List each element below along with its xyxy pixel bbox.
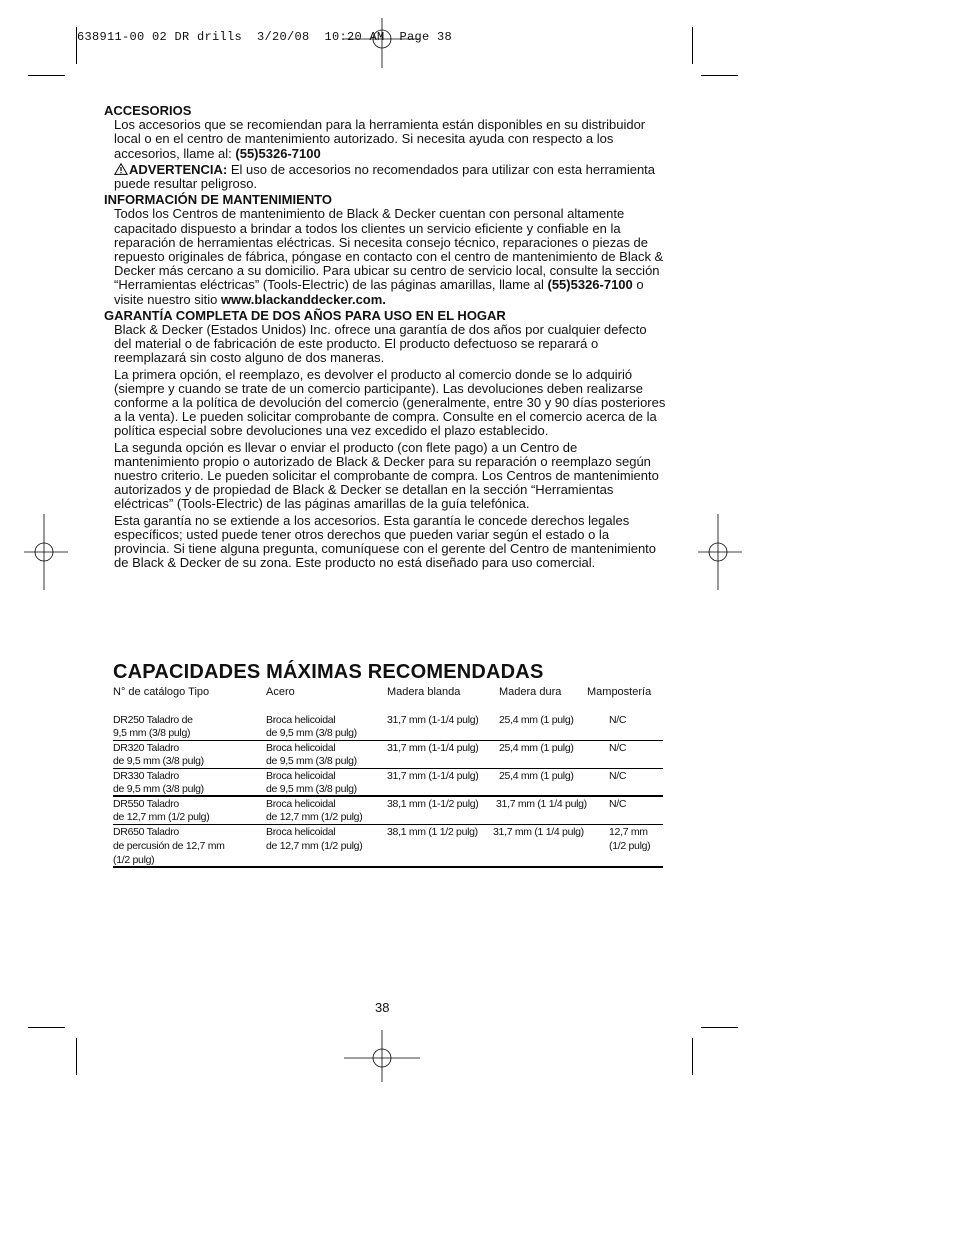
- header-catalog-type: N° de catálogo Tipo: [113, 686, 210, 698]
- garantia-paragraph: Black & Decker (Estados Unidos) Inc. ofrece una garantía de dos años por cualquier defecto del material o de fabricación de este producto. El producto defectuoso se reparará o reemplazará sin costo alguno de dos maneras.: [114, 322, 647, 366]
- registration-mark-icon: [698, 514, 742, 590]
- table-row: DR320 Taladro de 9,5 mm (3/8 pulg) Broca helicoidal de 9,5 mm (3/8 pulg) 31,7 mm (1-1/4 pulg) 25,4 mm (1 pulg) N/C: [113, 741, 663, 769]
- manual-text: [104, 104, 666, 573]
- accesorios-warning: ADVERTENCIA: El uso de accesorios no recomendados para utilizar con esta herramienta puede resultar peligroso.: [114, 161, 656, 192]
- garantia-heading: GARANTÍA COMPLETA DE DOS AÑOS PARA USO EN EL HOGAR: [104, 307, 506, 323]
- crop-mark: [701, 1027, 738, 1028]
- accesorios-body: Los accesorios que se recomiendan para la herramienta están disponibles en su distribuidor local o en el centro de mantenimiento autorizado. Si necesita ayuda con respecto a los accesorios, llame al: (55)5326-7100: [114, 117, 646, 161]
- garantia-paragraph: La primera opción, el reemplazo, es devolver el producto al comercio donde se lo adquirió (siempre y cuando se trate de un comercio participante). Las devoluciones deben realizarse conforme a la política de devolución del comercio (generalmente, entre 30 y 90 días posteriores a la venta). Le pueden solicitar comprobante de compra. Consulte en el comercio acerca de la política especial sobre devoluciones una vez excedido el plazo establecido.: [114, 366, 666, 439]
- website-link: www.blackanddecker.com.: [220, 291, 386, 307]
- crop-mark: [692, 1038, 693, 1075]
- registration-mark-icon: [24, 514, 68, 590]
- print-slug: 638911-00 02 DR drills 3/20/08 10:20 AM Page 38: [77, 30, 453, 44]
- table-header: [113, 686, 663, 714]
- garantia-paragraph: Esta garantía no se extiende a los accesorios. Esta garantía le concede derechos legales específicos; usted puede tener otros derechos que pueden variar según el estado o la provincia. Si tiene alguna pregunta, comuníquese con el gerente del Centro de mantenimiento de Black & Decker de su zona. Este producto no está diseñado para uso comercial.: [114, 512, 657, 571]
- crop-mark: [701, 75, 738, 76]
- table-row: DR330 Taladro de 9,5 mm (3/8 pulg) Broca helicoidal de 9,5 mm (3/8 pulg) 31,7 mm (1-1/4 pulg) 25,4 mm (1 pulg) N/C: [113, 769, 663, 797]
- crop-mark: [76, 27, 77, 64]
- crop-mark: [76, 1038, 77, 1075]
- header-acero: Acero: [266, 686, 295, 698]
- registration-mark-icon: [344, 18, 420, 68]
- header-madera-blanda: Madera blanda: [387, 686, 461, 698]
- phone-number: (55)5326-7100: [547, 277, 633, 293]
- table-row: DR550 Taladro de 12,7 mm (1/2 pulg) Broca helicoidal de 12,7 mm (1/2 pulg) 38,1 mm (1-1/2 pulg) 31,7 mm (1 1/4 pulg) N/C: [113, 797, 663, 825]
- table-row: DR250 Taladro de 9,5 mm (3/8 pulg) Broca helicoidal de 9,5 mm (3/8 pulg) 31,7 mm (1-1/4 pulg) 25,4 mm (1 pulg) N/C: [113, 714, 663, 741]
- mantenimiento-heading: INFORMACIÓN DE MANTENIMIENTO: [104, 192, 332, 208]
- page-number: 38: [375, 1000, 390, 1015]
- crop-mark: [28, 75, 65, 76]
- header-mamposteria: Mampostería: [587, 686, 652, 698]
- capacities-title: CAPACIDADES MÁXIMAS RECOMENDADAS: [113, 661, 544, 683]
- garantia-paragraph: La segunda opción es llevar o enviar el producto (con flete pago) a un Centro de mantenimiento propio o autorizado de Black & Decker para su reparación o reemplazo según nuestro criterio. Le pueden solicitar el comprobante de compra. Los Centros de mantenimiento autorizados y de propiedad de Black & Decker se detallan en la sección “Herramientas eléctricas” (Tools-Electric) de las páginas amarillas de la guía telefónica.: [114, 439, 659, 512]
- registration-mark-icon: [344, 1030, 420, 1082]
- accesorios-heading: ACCESORIOS: [104, 103, 192, 118]
- header-madera-dura: Madera dura: [499, 686, 562, 698]
- mantenimiento-body: Todos los Centros de mantenimiento de Black & Decker cuentan con personal altamente capacitado dispuesto a brindar a todos los clientes un servicio eficiente y confiable en la reparación de herramientas eléctricas. Si necesita consejo técnico, reparaciones o piezas de repuesto originales de fábrica, póngase en contacto con el centro de mantenimiento de Black & Decker más cercano a su domicilio. Para ubicar su centro de servicio local, consulte la sección “Herramientas eléctricas” (Tools-Electric) de las páginas amarillas, llame al (55)5326-7100 o visite nuestro sitio www.blackanddecker.com.: [114, 206, 664, 307]
- warning-triangle-icon: [114, 163, 128, 175]
- table-row: DR650 Taladro de percusión de 12,7 mm (1/2 pulg) Broca helicoidal de 12,7 mm (1/2 pulg) 38,1 mm (1 1/2 pulg) 31,7 mm (1 1/4 pulg) 12,7 mm (1/2 pulg): [113, 825, 663, 868]
- phone-number: (55)5326-7100: [235, 145, 321, 161]
- crop-mark: [692, 27, 693, 64]
- crop-mark: [28, 1027, 65, 1028]
- capacities-table: [113, 686, 663, 868]
